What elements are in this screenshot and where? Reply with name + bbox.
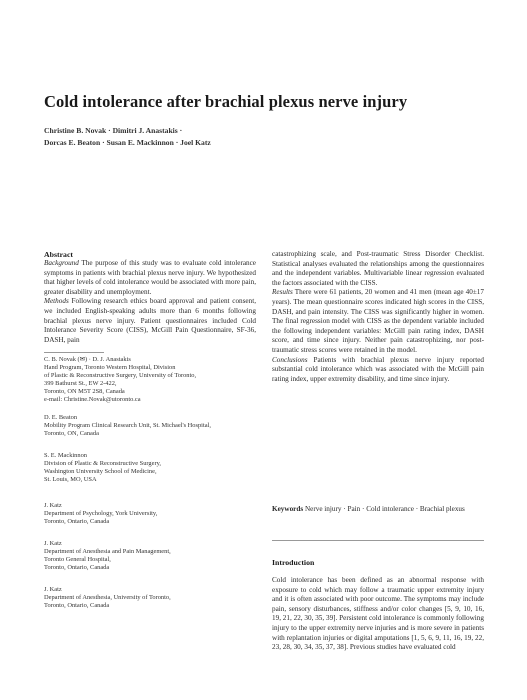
conclusions-label: Conclusions <box>272 355 308 364</box>
affiliation-line: J. Katz <box>44 502 62 509</box>
affiliation-line: Toronto General Hospital, <box>44 556 111 563</box>
methods-text: Following research ethics board approval and patient consent, we included English-speaking adults more than 6 months following brachial plexus nerve injury. Patient questionnaires included Cold Intolerance Severity Score (CISS), McGill Pain Questionnaire, SF-36, DASH, pain <box>44 297 257 344</box>
affiliation-line: Toronto, Ontario, Canada <box>44 518 110 525</box>
affiliation-6 <box>44 586 256 610</box>
affiliation-line: C. B. Novak (✉) · D. J. Anastakis <box>44 356 131 363</box>
affiliation-line: of Plastic & Reconstructive Surgery, University of Toronto, <box>44 372 197 379</box>
results-text: There were 61 patients, 20 women and 41 men (mean age 40±17 years). The mean questionnaire scores indicated high scores in the CISS, DASH, and pain intensity. The CISS was significantly higher in women. The final regression model with CISS as the dependent variable included the following independent variables: McGill pain rating index, DASH score, and time since injury. Neither pain catastrophizing, nor post-traumatic stress scores were retained in the model. <box>272 288 484 354</box>
affiliation-line: Department of Psychology, York University, <box>44 510 158 517</box>
abstract-right-column <box>272 250 484 384</box>
abstract-left-column <box>44 250 256 345</box>
abstract-conclusions <box>272 356 484 385</box>
abstract-heading: Abstract <box>44 250 74 259</box>
keywords <box>272 505 484 515</box>
affiliation-line: D. E. Beaton <box>44 414 78 421</box>
abstract-methods-continued: catastrophizing scale, and Post-traumatic Stress Disorder Checklist. Statistical analyses evaluated the relationships among the questionnaires and the independent variables. Multivariable linear regression evaluated the factors associated with the CISS. <box>272 250 484 287</box>
authors-line-1: Christine B. Novak · Dimitri J. Anastakis · <box>44 126 183 135</box>
affiliation-2 <box>44 414 256 438</box>
affiliation-line: Toronto, ON, Canada <box>44 430 99 437</box>
affiliation-line: Toronto, Ontario, Canada <box>44 564 110 571</box>
background-label: Background <box>44 259 79 267</box>
abstract-methods <box>44 297 256 345</box>
affiliation-email[interactable]: e-mail: Christine.Novak@utoronto.ca <box>44 396 141 403</box>
affiliation-line: St. Louis, MO, USA <box>44 476 97 483</box>
paper-title: Cold intolerance after brachial plexus nerve injury <box>44 92 408 111</box>
keywords-text: Nerve injury · Pain · Cold intolerance · Brachial plexus <box>304 505 465 513</box>
affiliation-4 <box>44 502 256 526</box>
results-label: Results <box>272 288 293 297</box>
affiliation-line: Department of Anesthesia, University of Toronto, <box>44 594 171 601</box>
affiliation-3 <box>44 452 256 484</box>
affiliation-5 <box>44 540 256 572</box>
affiliation-line: Toronto, Ontario, Canada <box>44 602 110 609</box>
section-divider <box>272 540 484 541</box>
affiliation-line: J. Katz <box>44 586 62 593</box>
abstract-background <box>44 259 256 297</box>
affiliation-line: J. Katz <box>44 540 62 547</box>
introduction-heading: Introduction <box>272 558 315 567</box>
methods-label: Methods <box>44 297 69 306</box>
introduction-text: Cold intolerance has been defined as an abnormal response with exposure to cold which may follow a traumatic upper extremity injury and it is often associated with poor outcome. The symptoms may include pain, sensory disturbances, stiffness and/or color changes [5, 9, 10, 16, 19, 21, 22, 30, 35, 39]. Persistent cold intolerance is commonly following injury to the upper extremity nerve injuries and is more severe in patients with replantation injuries or digital amputations [1, 5, 6, 9, 11, 16, 19, 22, 23, 28, 30, 34, 35, 37, 38]. Previous studies have evaluated cold <box>272 576 484 652</box>
authors-line-2: Dorcas E. Beaton · Susan E. Mackinnon · Joel Katz <box>44 138 211 147</box>
abstract-results <box>272 288 484 355</box>
affiliation-1 <box>44 356 256 404</box>
keywords-label: Keywords <box>272 505 304 513</box>
affiliation-line: Toronto, ON M5T 2S8, Canada <box>44 388 125 395</box>
background-text: The purpose of this study was to evaluate cold intolerance symptoms in patients with brachial plexus nerve injury. We hypothesized that higher levels of cold intolerance would be associated with more pain, greater disability and unemployment. <box>44 259 257 296</box>
introduction-section <box>272 576 484 653</box>
affiliation-line: Division of Plastic & Reconstructive Surgery, <box>44 460 161 467</box>
author-list <box>44 125 484 149</box>
affiliation-line: Department of Anesthesia and Pain Management, <box>44 548 171 555</box>
conclusions-text: Patients with brachial plexus nerve injury reported substantial cold intolerance which was associated with the McGill pain rating index, upper extremity disability, and time since injury. <box>272 355 485 383</box>
affiliation-line: 399 Bathurst St., EW 2-422, <box>44 380 117 387</box>
footnote-rule <box>44 352 104 353</box>
affiliation-line: S. E. Mackinnon <box>44 452 87 459</box>
affiliation-line: Washington University School of Medicine, <box>44 468 157 475</box>
affiliation-line: Hand Program, Toronto Western Hospital, Division <box>44 364 176 371</box>
affiliation-line: Mobility Program Clinical Research Unit, St. Michael's Hospital, <box>44 422 211 429</box>
